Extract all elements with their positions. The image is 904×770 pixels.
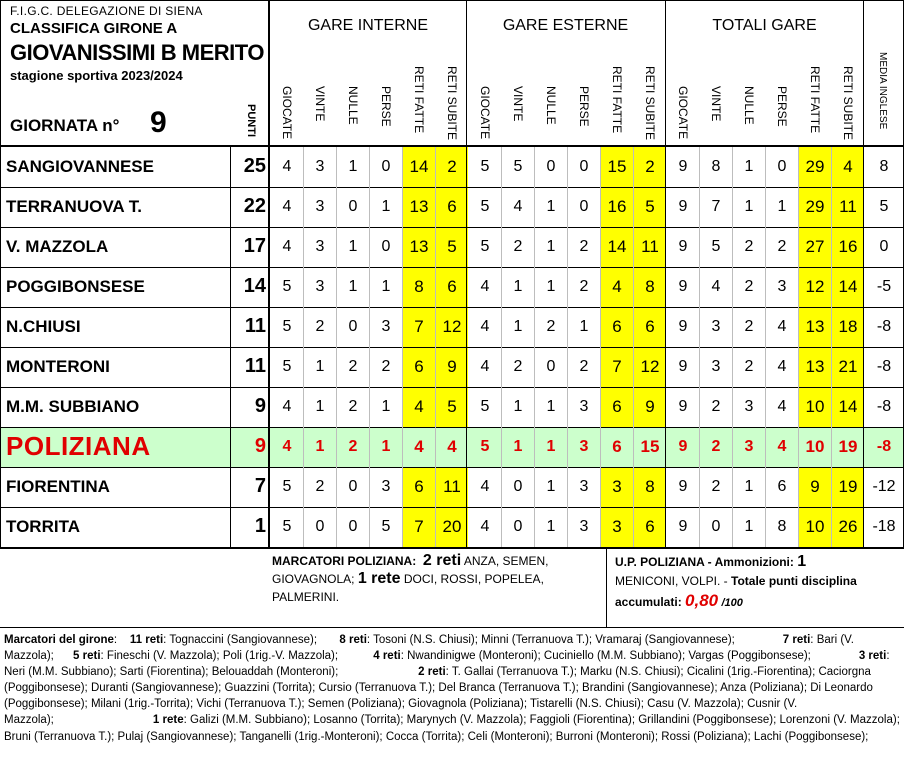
home-drawn-value: 1: [348, 238, 358, 255]
team-points: 11: [244, 355, 266, 377]
tot-goals-for-value: 13: [805, 317, 825, 336]
home-goals-for-value: 7: [414, 317, 424, 336]
home-won-value: 3: [315, 198, 325, 215]
home-lost-header: PERSE: [379, 86, 393, 127]
team-name: SANGIOVANNESE: [6, 157, 154, 176]
tot-played-value: 9: [678, 158, 688, 175]
one-goal-label: 1 rete: [357, 570, 401, 587]
away-goals-for-value: 3: [612, 517, 622, 536]
away-won-value: 4: [513, 198, 523, 215]
two-goals-names-b: GIOVAGNOLA;: [272, 572, 355, 586]
notes-box-divider: [606, 547, 607, 627]
away-won-value: 5: [513, 158, 523, 175]
tot-won-value: 4: [711, 278, 721, 295]
home-lost-value: 3: [381, 478, 391, 495]
table-row: [0, 387, 904, 427]
total-lost-header: PERSE: [775, 86, 789, 127]
g1-label: 1 rete: [152, 714, 184, 727]
away-goals-for-value: 6: [612, 317, 622, 336]
away-lost-value: 3: [579, 398, 589, 415]
tot-won-value: 7: [711, 198, 721, 215]
tot-drawn-value: 2: [744, 278, 754, 295]
away-lost-value: 2: [579, 358, 589, 375]
discipline-value: 0,80: [685, 591, 719, 610]
home-won-value: 1: [315, 398, 325, 415]
one-goal-names-b: PALMERINI.: [272, 590, 340, 604]
tot-drawn-value: 2: [744, 358, 754, 375]
home-lost-value: 0: [381, 238, 391, 255]
tot-played-value: 9: [678, 318, 688, 335]
away-won-value: 2: [513, 358, 523, 375]
tot-lost-value: 8: [777, 518, 787, 535]
away-lost-value: 3: [579, 478, 589, 495]
tot-goals-for-value: 10: [805, 517, 825, 536]
away-lost-value: 1: [579, 318, 589, 335]
tot-drawn-value: 1: [744, 518, 754, 535]
away-won-value: 1: [513, 318, 523, 335]
booking-count: 1: [797, 553, 807, 570]
home-goals-for-value: 6: [414, 477, 424, 496]
away-won-value: 1: [513, 398, 523, 415]
home-drawn-value: 1: [348, 278, 358, 295]
away-played-value: 4: [480, 358, 490, 375]
tot-won-value: 0: [711, 518, 721, 535]
away-goals-for-header: RETI FATTE: [610, 66, 624, 134]
tot-lost-value: 3: [777, 278, 787, 295]
home-goals-against-value: 12: [442, 317, 462, 336]
away-won-value: 2: [513, 238, 523, 255]
away-goals-for-value: 6: [612, 397, 622, 416]
total-played-header: GIOCATE: [676, 86, 690, 140]
away-drawn-value: 2: [546, 318, 556, 335]
home-goals-for-value: 6: [414, 357, 424, 376]
team-points: 9: [254, 435, 266, 457]
g11-label: 11 reti: [129, 634, 164, 646]
total-games-header: TOTALI GARE: [712, 17, 817, 34]
one-goal-names-a: DOCI, ROSSI, POPELEA,: [403, 572, 544, 586]
total-goals-for-header: RETI FATTE: [808, 66, 822, 134]
away-drawn-value: 0: [546, 158, 556, 175]
accumulated-label: accumulati:: [615, 595, 682, 609]
notes-divider: [0, 627, 904, 628]
away-goals-against-value: 15: [640, 437, 660, 456]
tot-lost-value: 4: [777, 318, 787, 335]
tot-lost-value: 4: [777, 438, 787, 455]
tot-drawn-value: 3: [744, 398, 754, 415]
team-name: POLIZIANA: [6, 431, 151, 461]
discipline-title: U.P. POLIZIANA - Ammonizioni:: [615, 555, 794, 569]
table-row: [0, 467, 904, 507]
round-label: GIORNATA n°: [10, 116, 120, 135]
away-goals-against-value: 6: [645, 317, 655, 336]
home-drawn-value: 0: [348, 478, 358, 495]
away-goals-for-value: 15: [607, 157, 627, 176]
home-drawn-value: 0: [348, 518, 358, 535]
tot-goals-for-value: 29: [805, 157, 825, 176]
home-goals-against-value: 5: [447, 237, 457, 256]
table-row: [0, 347, 904, 387]
g4-names: Nwandinigwe (Monteroni); Cuciniello (M.M. Subbiano); Vargas (Poggibonsese);: [407, 650, 811, 663]
g3-names: Neri (M.M. Subbiano); Sarti (Fiorentina); Belouaddah (Monteroni);: [4, 666, 339, 679]
home-won-value: 2: [315, 318, 325, 335]
away-drawn-value: 1: [546, 398, 556, 415]
team-points: 17: [243, 235, 266, 257]
tot-played-value: 9: [678, 438, 688, 455]
home-drawn-value: 0: [348, 318, 358, 335]
home-goals-for-value: 13: [409, 197, 429, 216]
g5-names: Fineschi (V. Mazzola); Poli (1rig.-V. Mazzola);: [106, 650, 339, 663]
g7-names: Bari (V. Mazzola);: [4, 634, 854, 663]
media-inglese-value: -12: [872, 478, 896, 495]
team-points: 22: [243, 195, 266, 217]
tot-goals-for-value: 12: [805, 277, 825, 296]
tot-lost-value: 2: [777, 238, 787, 255]
g11-names: Tognaccini (Sangiovannese);: [169, 634, 318, 646]
home-goals-against-value: 2: [447, 157, 457, 176]
home-goals-for-value: 4: [414, 397, 424, 416]
away-goals-against-value: 9: [645, 397, 655, 416]
home-won-header: VINTE: [313, 86, 327, 122]
home-played-value: 4: [282, 158, 292, 175]
away-won-header: VINTE: [511, 86, 525, 122]
home-drawn-value: 0: [348, 198, 358, 215]
total-drawn-header: NULLE: [742, 86, 756, 125]
row-divider: [0, 547, 904, 549]
away-played-value: 5: [480, 398, 490, 415]
total-won-header: VINTE: [709, 86, 723, 122]
tot-drawn-value: 1: [744, 158, 754, 175]
tot-won-value: 8: [711, 158, 721, 175]
team-name: TERRANUOVA T.: [6, 197, 142, 216]
two-goals-label: 2 reti: [422, 552, 462, 569]
away-played-header: GIOCATE: [478, 86, 492, 140]
tot-goals-against-value: 21: [838, 357, 858, 376]
away-lost-header: PERSE: [577, 86, 591, 127]
away-lost-value: 0: [579, 198, 589, 215]
away-goals-against-header: RETI SUBITE: [643, 66, 657, 141]
booked-names: MENICONI, VOLPI. -: [615, 574, 728, 588]
away-drawn-header: NULLE: [544, 86, 558, 125]
home-won-value: 3: [315, 238, 325, 255]
home-played-value: 5: [282, 518, 292, 535]
team-points: 9: [254, 395, 266, 417]
away-drawn-value: 1: [546, 518, 556, 535]
away-played-value: 5: [480, 198, 490, 215]
tot-drawn-value: 1: [744, 198, 754, 215]
home-played-header: GIOCATE: [280, 86, 294, 140]
away-drawn-value: 0: [546, 358, 556, 375]
team-name: N.CHIUSI: [6, 317, 81, 336]
home-lost-value: 3: [381, 318, 391, 335]
discipline-scale: /100: [721, 597, 743, 609]
tot-goals-against-value: 18: [838, 317, 858, 336]
g3-label: 3 reti: [858, 650, 887, 663]
home-goals-against-value: 6: [447, 197, 457, 216]
g4-label: 4 reti: [373, 650, 401, 663]
tot-played-value: 9: [678, 278, 688, 295]
home-lost-value: 1: [381, 438, 391, 455]
g8-names: Tosoni (N.S. Chiusi); Minni (Terranuova T.); Vramaraj (Sangiovannese);: [373, 634, 735, 646]
home-lost-value: 1: [381, 198, 391, 215]
tot-played-value: 9: [678, 518, 688, 535]
g5-label: 5 reti: [73, 650, 101, 663]
home-goals-against-value: 6: [447, 277, 457, 296]
girone-label: Marcatori del girone: [4, 634, 114, 646]
tot-won-value: 3: [711, 318, 721, 335]
away-goals-for-value: 16: [607, 197, 627, 216]
home-won-value: 3: [315, 278, 325, 295]
tot-goals-for-value: 27: [805, 237, 825, 256]
home-drawn-value: 1: [348, 158, 358, 175]
tot-won-value: 2: [711, 398, 721, 415]
season-label: stagione sportiva 2023/2024: [10, 68, 183, 83]
tot-lost-value: 4: [777, 398, 787, 415]
home-won-value: 1: [315, 438, 325, 455]
home-played-value: 5: [282, 318, 292, 335]
home-goals-against-value: 20: [442, 517, 462, 536]
away-lost-value: 2: [579, 278, 589, 295]
tot-played-value: 9: [678, 358, 688, 375]
home-played-value: 5: [282, 358, 292, 375]
away-played-value: 4: [480, 318, 490, 335]
tot-goals-for-value: 9: [810, 477, 820, 496]
home-played-value: 5: [282, 278, 292, 295]
round-number: 9: [150, 106, 167, 139]
team-name: V. MAZZOLA: [6, 237, 109, 256]
table-row: [0, 227, 904, 267]
top-border: [0, 0, 904, 1]
tot-played-value: 9: [678, 198, 688, 215]
away-won-value: 1: [513, 438, 523, 455]
table-row: [0, 267, 904, 307]
away-goals-against-value: 6: [645, 517, 655, 536]
away-goals-against-value: 8: [645, 277, 655, 296]
away-goals-for-value: 7: [612, 357, 622, 376]
tot-drawn-value: 2: [744, 238, 754, 255]
media-inglese-value: -18: [872, 518, 896, 535]
scorers-label: MARCATORI POLIZIANA:: [272, 554, 417, 568]
tot-lost-value: 6: [777, 478, 787, 495]
tot-goals-against-value: 11: [839, 197, 857, 216]
home-drawn-header: NULLE: [346, 86, 360, 125]
away-drawn-value: 1: [546, 198, 556, 215]
media-inglese-value: -8: [876, 318, 892, 335]
away-won-value: 1: [513, 278, 523, 295]
home-goals-against-value: 4: [447, 437, 457, 456]
team-points: 25: [243, 155, 266, 177]
tot-played-value: 9: [678, 238, 688, 255]
home-won-value: 0: [315, 518, 325, 535]
away-goals-against-value: 12: [640, 357, 660, 376]
home-goals-against-value: 11: [443, 477, 461, 496]
media-inglese-value: 8: [879, 158, 889, 175]
tot-goals-against-value: 19: [838, 437, 858, 456]
away-drawn-value: 1: [546, 478, 556, 495]
tot-goals-for-value: 10: [805, 397, 825, 416]
discipline-box: [615, 552, 903, 613]
away-lost-value: 3: [579, 518, 589, 535]
g7-label: 7 reti: [782, 634, 811, 646]
federation-label: F.I.G.C. DELEGAZIONE DI SIENA: [10, 4, 203, 18]
away-played-value: 4: [480, 518, 490, 535]
team-name: FIORENTINA: [6, 477, 110, 496]
total-goals-against-header: RETI SUBITE: [841, 66, 855, 141]
home-goals-against-header: RETI SUBITE: [445, 66, 459, 141]
tot-lost-value: 4: [777, 358, 787, 375]
home-games-header: GARE INTERNE: [307, 17, 428, 34]
away-won-value: 0: [513, 518, 523, 535]
away-lost-value: 0: [579, 158, 589, 175]
away-played-value: 4: [480, 278, 490, 295]
media-inglese-value: -8: [876, 438, 892, 455]
away-played-value: 5: [480, 158, 490, 175]
away-drawn-value: 1: [546, 438, 556, 455]
table-row: [0, 427, 904, 467]
tot-goals-for-value: 10: [805, 437, 825, 456]
home-goals-against-value: 5: [447, 397, 457, 416]
media-inglese-value: 0: [879, 238, 889, 255]
away-goals-for-value: 4: [612, 277, 622, 296]
poliziana-scorers-box: [272, 552, 592, 606]
tot-goals-for-value: 29: [805, 197, 825, 216]
team-name: M.M. SUBBIANO: [6, 397, 140, 416]
away-goals-against-value: 11: [641, 237, 659, 256]
away-drawn-value: 1: [546, 238, 556, 255]
home-lost-value: 1: [381, 398, 391, 415]
tot-goals-against-value: 26: [838, 517, 858, 536]
points-header: PUNTI: [245, 104, 257, 137]
team-points: 7: [254, 475, 266, 497]
home-goals-for-value: 8: [414, 277, 424, 296]
away-goals-against-value: 5: [645, 197, 655, 216]
media-inglese-value: 5: [879, 198, 889, 215]
home-played-value: 4: [282, 198, 292, 215]
home-drawn-value: 2: [348, 398, 358, 415]
away-drawn-value: 1: [546, 278, 556, 295]
tot-drawn-value: 1: [744, 478, 754, 495]
away-won-value: 0: [513, 478, 523, 495]
table-row: [0, 187, 904, 227]
media-header: MEDIA INGLESE: [877, 52, 888, 130]
tot-played-value: 9: [678, 478, 688, 495]
tot-played-value: 9: [678, 398, 688, 415]
team-name: MONTERONI: [6, 357, 110, 376]
tot-goals-against-value: 16: [838, 237, 858, 256]
tot-goals-against-value: 14: [838, 277, 858, 296]
table-row: [0, 307, 904, 347]
discipline-total-label: Totale punti disciplina: [731, 574, 857, 588]
away-goals-against-value: 2: [645, 157, 655, 176]
tot-won-value: 2: [711, 478, 721, 495]
away-lost-value: 2: [579, 238, 589, 255]
team-name: POGGIBONSESE: [6, 277, 145, 296]
home-played-value: 4: [282, 398, 292, 415]
away-played-value: 5: [480, 438, 490, 455]
away-goals-against-value: 8: [645, 477, 655, 496]
two-goals-names-a: ANZA, SEMEN,: [463, 554, 549, 568]
table-row: [0, 507, 904, 547]
g2-label: 2 reti: [418, 666, 446, 679]
home-won-value: 3: [315, 158, 325, 175]
team-name: TORRITA: [6, 517, 80, 536]
away-lost-value: 3: [579, 438, 589, 455]
away-played-value: 4: [480, 478, 490, 495]
home-drawn-value: 2: [348, 438, 358, 455]
home-goals-against-value: 9: [447, 357, 457, 376]
home-lost-value: 5: [381, 518, 391, 535]
tot-goals-against-value: 14: [838, 397, 858, 416]
away-goals-for-value: 3: [612, 477, 622, 496]
tot-drawn-value: 2: [744, 318, 754, 335]
home-played-value: 4: [282, 438, 292, 455]
tot-drawn-value: 3: [744, 438, 754, 455]
home-lost-value: 2: [381, 358, 391, 375]
team-points: 11: [244, 315, 266, 337]
home-goals-for-header: RETI FATTE: [412, 66, 426, 134]
away-games-header: GARE ESTERNE: [502, 17, 629, 34]
home-goals-for-value: 4: [414, 437, 424, 456]
league-scorers-text: Marcatori del girone: 11 reti: Tognaccini (Sangiovannese); 8 reti: Tosoni (N.S. Chiusi); Minni (Terranuova T.); Vramaraj (Sangiovannese); 7 reti: Bari (V. Mazzola); 5 reti: Fineschi (V. Mazzola); Poli (1rig.-V. Mazzola); 4 reti: Nwandinigwe (Monteroni); Cuciniello (M.M. Subbiano); Vargas (Poggibonsese); 3 reti: Neri (M.M. Subbiano); Sarti (Fiorentina); Belouaddah (Monteroni); 2 reti: T. Gallai (Terranuova T.); Marku (N.S. Chiusi); Cicalini (1rig.-Fiorentina); Caciorgna (Poggibonsese); Duranti (Sangiovannese); Guazzini (Torrita); Cursio (Terranuova T.); Del Branca (Terranuova T.); Brandini (Sangiovannese); Anza (Poliziana); Di Leonardo (Poggibonsese); Milani (1rig.-Torrita); Vichi (Terranuova T.); Semen (Poliziana); Giovagnola (Poliziana); Tistarelli (N.S. Chiusi); Casu (V. Mazzola); Cusnir (V. Mazzola); 1 rete: Galizi (M.M. Subbiano); Losanno (Torrita); Marynych (V. Mazzola); Faggioli (Fiorentina); Grillandini (Poggibonsese); Lorenzoni (V. Mazzola); Bruni (Terranuova T.); Pulaj (Sangiovannese); Tanganelli (1rig.-Monteroni); Cocca (Torrita); Celi (Monteroni); Burroni (Monteroni); Rossi (Poliziana); Lachi (Poggibonsese);: [4, 634, 900, 743]
home-goals-for-value: 13: [409, 237, 429, 256]
title-line-2: GIOVANISSIMI B MERITO: [10, 40, 264, 65]
g1-names: Galizi (M.M. Subbiano); Losanno (Torrita); Marynych (V. Mazzola); Faggioli (Fiorentina); Grillandini (Poggibonsese); Lorenzoni (V. Mazzola); Bruni (Terranuova T.); Pulaj (Sangiovannese); Tanganelli (1rig.-Monteroni); Cocca (Torrita); Celi (Monteroni); Burroni (Monteroni); Rossi (Poliziana); Lachi (Poggibonsese);: [4, 714, 900, 743]
media-inglese-value: -8: [876, 358, 892, 375]
home-lost-value: 0: [381, 158, 391, 175]
g2-names: T. Gallai (Terranuova T.); Marku (N.S. Chiusi); Cicalini (1rig.-Fiorentina); Caciorgna (Poggibonsese); Duranti (Sangiovannese); Guazzini (Torrita); Cursio (Terranuova T.); Del Branca (Terranuova T.); Brandini (Sangiovannese); Anza (Poliziana); Di Leonardo (Poggibonsese); Milani (1rig.-Torrita); Vichi (Terranuova T.); Semen (Poliziana); Giovagnola (Poliziana); Tistarelli (N.S. Chiusi); Casu (V. Mazzola); Cusnir (V. Mazzola);: [4, 666, 873, 727]
tot-won-value: 2: [711, 438, 721, 455]
tot-goals-against-value: 19: [838, 477, 858, 496]
title-line-1: CLASSIFICA GIRONE A: [10, 20, 178, 37]
tot-lost-value: 1: [777, 198, 787, 215]
home-drawn-value: 2: [348, 358, 358, 375]
home-goals-for-value: 7: [414, 517, 424, 536]
team-points: 14: [243, 275, 266, 297]
media-inglese-value: -5: [876, 278, 892, 295]
away-goals-for-value: 14: [607, 237, 627, 256]
tot-lost-value: 0: [777, 158, 787, 175]
tot-won-value: 5: [711, 238, 721, 255]
away-played-value: 5: [480, 238, 490, 255]
away-goals-for-value: 6: [612, 437, 622, 456]
team-points: 1: [254, 515, 266, 537]
g8-label: 8 reti: [339, 634, 367, 646]
home-played-value: 4: [282, 238, 292, 255]
tot-goals-against-value: 4: [843, 157, 853, 176]
tot-goals-for-value: 13: [805, 357, 825, 376]
home-won-value: 1: [315, 358, 325, 375]
home-won-value: 2: [315, 478, 325, 495]
home-goals-for-value: 14: [409, 157, 429, 176]
home-lost-value: 1: [381, 278, 391, 295]
home-played-value: 5: [282, 478, 292, 495]
table-row: [0, 147, 904, 187]
tot-won-value: 3: [711, 358, 721, 375]
media-inglese-value: -8: [876, 398, 892, 415]
